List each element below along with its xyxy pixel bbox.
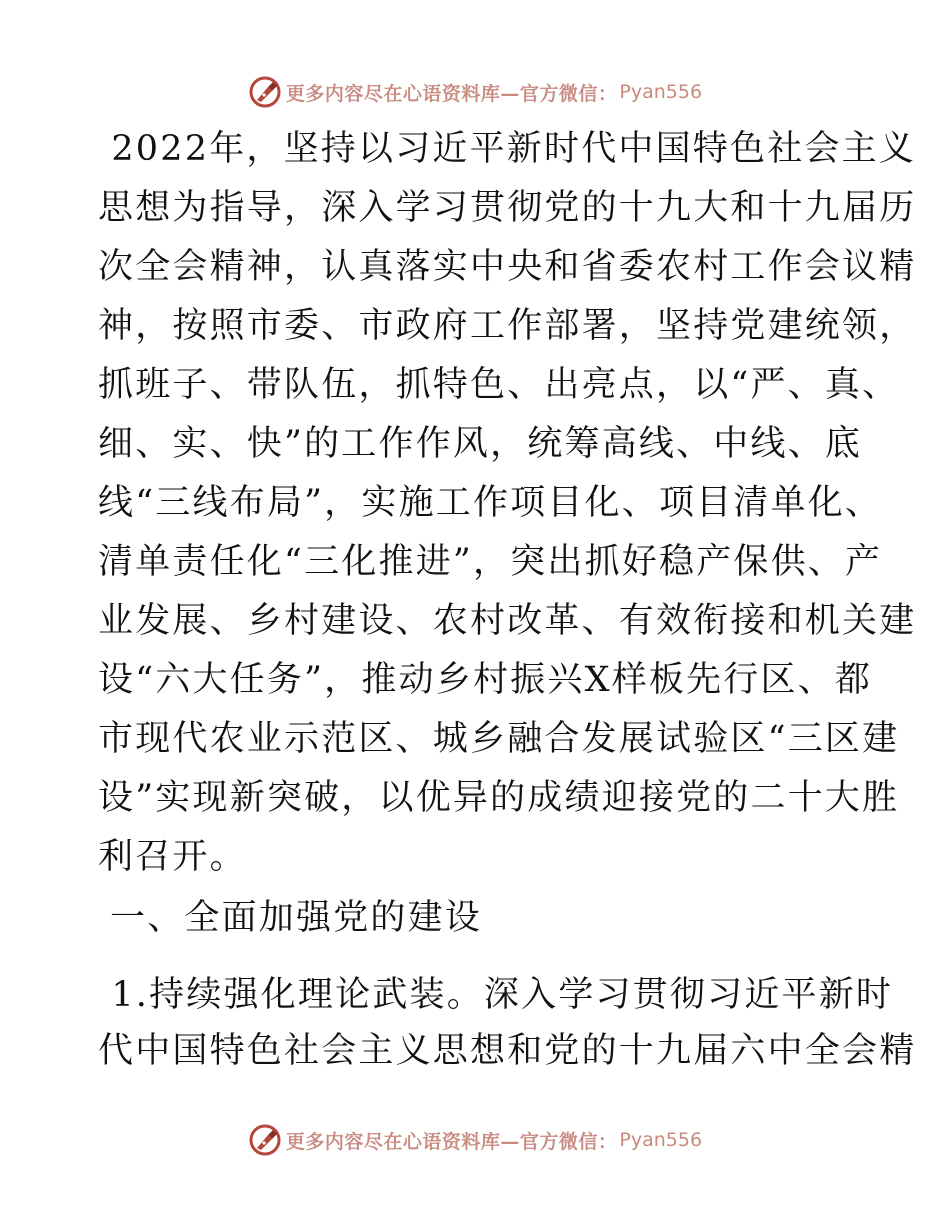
- header-banner: [0, 70, 950, 114]
- paragraph-intro: [98, 120, 917, 887]
- text-line: 思想为指导，深入学习贯彻党的十九大和十九届历: [98, 188, 917, 228]
- text-line: 2022年，坚持以习近平新时代中国特色社会主义: [98, 129, 916, 169]
- banner-wechat-id: Pyan556: [619, 1129, 703, 1151]
- text-line: 设”实现新突破，以优异的成绩迎接党的二十大胜: [98, 778, 900, 818]
- section-heading: 一、全面加强党的建设: [110, 898, 483, 938]
- text-line: 神，按照市委、市政府工作部署，坚持党建统领，: [98, 306, 917, 346]
- pen-nib-logo-icon: [248, 75, 282, 109]
- text-line: 次全会精神，认真落实中央和省委农村工作会议精: [98, 247, 917, 287]
- banner-text: 更多内容尽在心语资料库—官方微信：: [285, 82, 618, 105]
- text-line: 1.持续强化理论武装。深入学习贯彻习近平新时: [98, 975, 894, 1015]
- banner-text: 更多内容尽在心语资料库—官方微信：: [285, 1130, 618, 1153]
- text-line: 利召开。: [98, 837, 247, 877]
- text-line: 代中国特色社会主义思想和党的十九届六中全会精: [98, 1031, 917, 1071]
- text-line: 清单责任化“三化推进”，突出抓好稳产保供、产: [98, 542, 883, 582]
- banner-wechat-id: Pyan556: [619, 81, 703, 103]
- text-line: 业发展、乡村建设、农村改革、有效衔接和机关建: [98, 601, 917, 641]
- paragraph-section-1: [98, 967, 917, 1079]
- text-line: 线“三线布局”，实施工作项目化、项目清单化、: [98, 483, 883, 523]
- text-line: 市现代农业示范区、城乡融合发展试验区“三区建: [98, 719, 900, 759]
- footer-banner: [0, 1118, 950, 1162]
- pen-nib-logo-icon: [248, 1123, 282, 1157]
- text-line: 细、实、快”的工作作风，统筹高线、中线、底: [98, 424, 863, 464]
- text-line: 设“六大任务”，推动乡村振兴X样板先行区、都: [98, 660, 873, 700]
- text-line: 抓班子、带队伍，抓特色、出亮点，以“严、真、: [98, 365, 900, 405]
